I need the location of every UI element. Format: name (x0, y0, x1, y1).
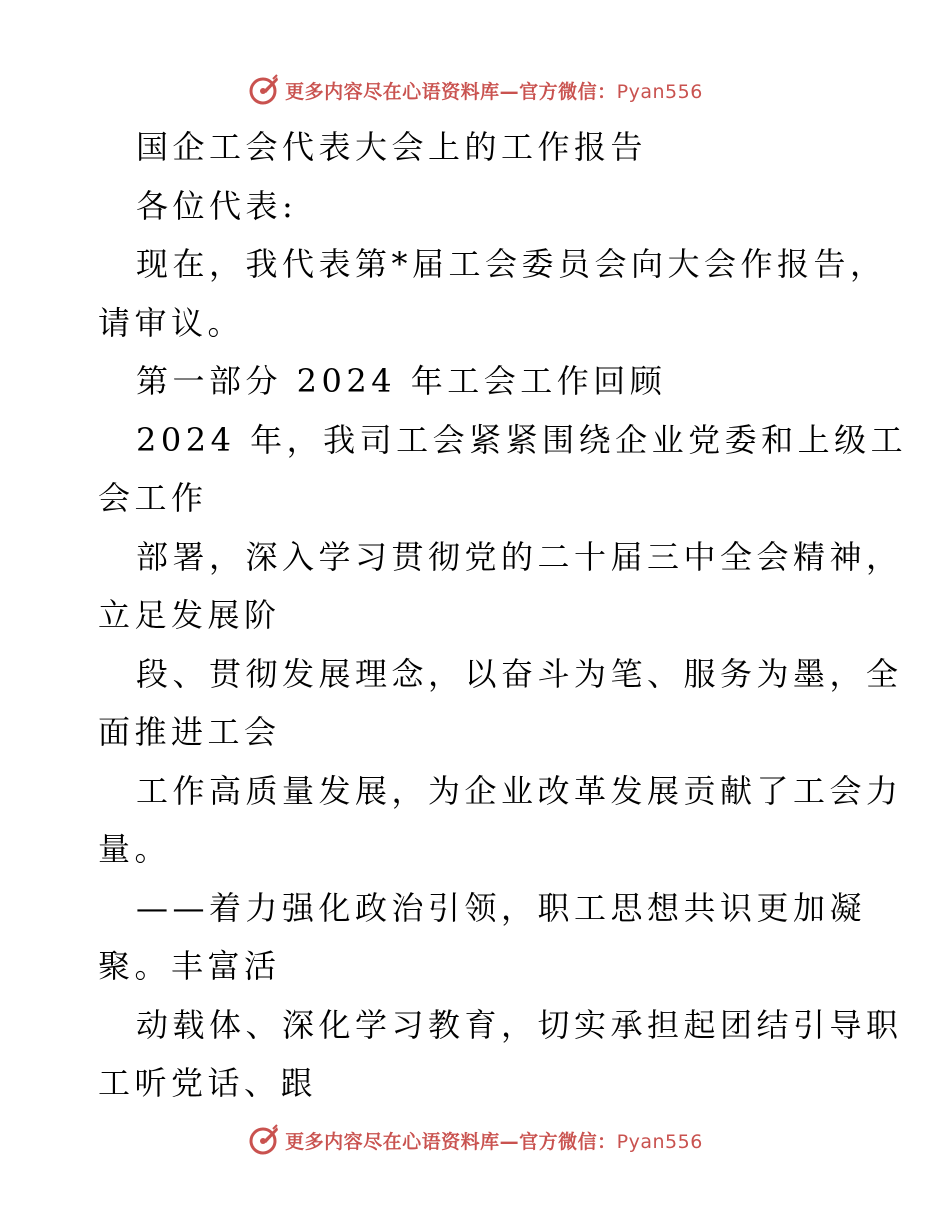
watermark-text: 更多内容尽在心语资料库—官方微信：Pyan556 (285, 1130, 703, 1153)
document-title: 国企工会代表大会上的工作报告 (136, 128, 648, 166)
header-watermark (0, 70, 950, 110)
text-line: 各位代表: (136, 186, 298, 225)
text-line: 工听党话、跟 (98, 1064, 318, 1102)
text-line: 工作高质量发展，为企业改革发展贡献了工会力 (136, 771, 903, 810)
text-line: 段、贯彻发展理念，以奋斗为笔、服务为墨，全 (136, 654, 903, 693)
text-line: 聚。丰富活 (98, 947, 281, 985)
quill-pen-logo-icon (247, 1123, 281, 1157)
quill-pen-logo-icon (247, 73, 281, 107)
text-line: 部署，深入学习贯彻党的二十届三中全会精神， (136, 537, 903, 576)
text-line: 现在，我代表第*届工会委员会向大会作报告， (136, 245, 887, 283)
text-line: ——着力强化政治引领，职工思想共识更加凝 (136, 888, 867, 927)
watermark-text: 更多内容尽在心语资料库—官方微信：Pyan556 (285, 80, 703, 103)
text-line: 动载体、深化学习教育，切实承担起团结引导职 (136, 1005, 903, 1044)
text-line: 第一部分 2024 年工会工作回顾 (136, 362, 667, 400)
footer-watermark (0, 1120, 950, 1160)
text-line: 面推进工会 (98, 713, 281, 751)
text-line: 会工作 (98, 479, 208, 517)
text-line: 量。 (98, 830, 172, 868)
document-body (98, 118, 908, 1113)
text-line: 2024 年，我司工会紧紧围绕企业党委和上级工 (136, 420, 908, 459)
text-line: 立足发展阶 (98, 596, 281, 634)
text-line: 请审议。 (98, 303, 245, 342)
